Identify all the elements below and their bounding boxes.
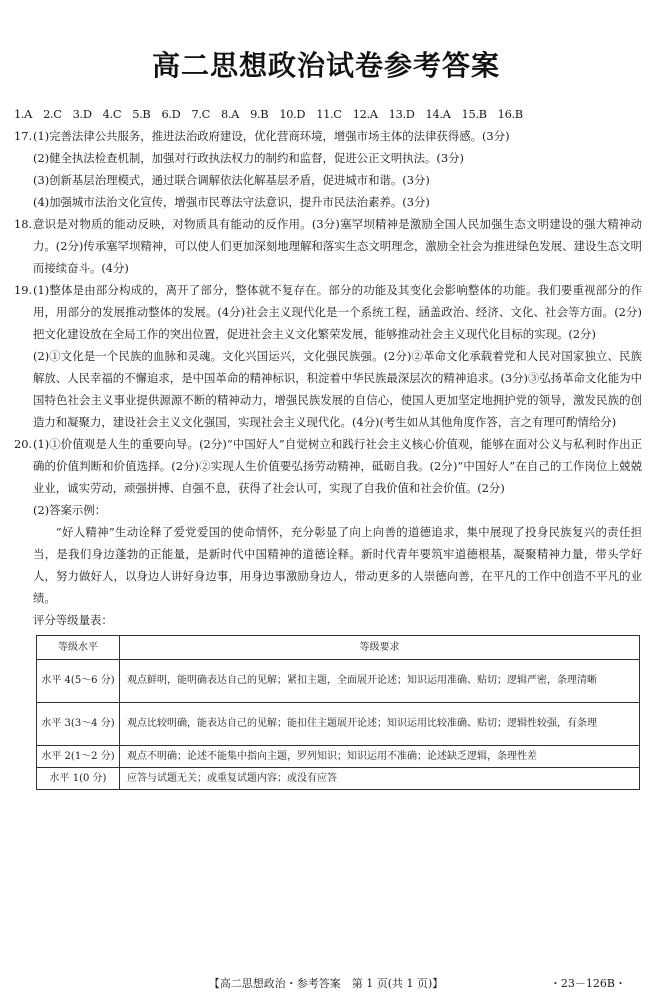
answer-line: (1)完善法律公共服务，推进法治政府建设，优化营商环境，增强市场主体的法律获得感。(3分) [33, 129, 510, 143]
level-cell: 水平 3(3～4 分) [37, 703, 120, 746]
question-number: 18. [14, 217, 33, 231]
answer-content [14, 103, 642, 790]
footer-page-info: 【高二思想政治・参考答案 第 1 页(共 1 页)】 [208, 977, 444, 990]
footer-exam-code: ・23－126B・ [549, 977, 626, 990]
question-18 [14, 213, 642, 279]
question-17 [14, 125, 642, 213]
column-header-level: 等级水平 [37, 636, 120, 660]
answer-paragraph: (1)①价值观是人生的重要向导。(2分)“中国好人”自觉树立和践行社会主义核心价值观，能够在面对公义与私利时作出正确的价值判断和价值选择。(2分)②实现人生价值要弘扬劳动精神，砥砺自我。(2分)“中国好人”在自己的工作岗位上兢兢业业，诚实劳动，顽强拼搏、自强不息，获得了社会认可，实现了自我价值和社会价值。(2分) [33, 437, 642, 495]
question-19 [14, 279, 642, 433]
table-row [37, 660, 640, 703]
question-number: 20. [14, 437, 33, 451]
requirement-cell: 应答与试题无关；或重复试题内容；或没有应答 [120, 768, 640, 790]
multiple-choice-answers: 1.A 2.C 3.D 4.C 5.B 6.D 7.C 8.A 9.B 10.D 11.C 12.A 13.D 14.A 15.B 16.B [14, 107, 523, 121]
level-cell: 水平 2(1～2 分) [37, 746, 120, 768]
level-cell: 水平 1(0 分) [37, 768, 120, 790]
answer-paragraph: (1)整体是由部分构成的，离开了部分，整体就不复存在。部分的功能及其变化会影响整体的功能。我们要重视部分的作用，用部分的发展推动整体的发展。(4分)社会主义现代化是一个系统工程，涵盖政治、经济、文化、社会等方面。(2分)把文化建设放在全局工作的突出位置，促进社会主义文化繁荣发展，能够推动社会主义现代化目标的实现。(2分) [33, 283, 642, 341]
answer-line: (4)加强城市法治文化宣传，增强市民尊法守法意识，提升市民法治素养。(3分) [33, 195, 430, 209]
level-cell: 水平 4(5～6 分) [37, 660, 120, 703]
answer-paragraph: (2)答案示例： [33, 503, 107, 517]
question-20 [14, 433, 642, 631]
scoring-rubric-table [36, 635, 640, 790]
page-title: 高二思想政治试卷参考答案 [151, 49, 500, 82]
table-row [37, 768, 640, 790]
column-header-requirement: 等级要求 [120, 636, 640, 660]
answer-line: (3)创新基层治理模式，通过联合调解依法化解基层矛盾，促进城市和谐。(3分) [33, 173, 430, 187]
requirement-cell: 观点不明确；论述不能集中指向主题，罗列知识；知识运用不准确；论述缺乏逻辑，条理性差 [120, 746, 640, 768]
requirement-cell: 观点比较明确，能表达自己的见解；能扣住主题展开论述；知识运用比较准确、贴切；逻辑性较强，有条理 [120, 703, 640, 746]
table-header-row [37, 636, 640, 660]
page-footer [0, 974, 652, 994]
sample-answer-paragraph: “好人精神”生动诠释了爱党爱国的使命情怀，充分彰显了向上向善的道德追求，集中展现了投身民族复兴的责任担当，是我们身边蓬勃的正能量，是新时代中国精神的道德诠释。新时代青年要筑牢道德根基，凝聚精神力量，带头学好人，努力做好人，以身边人讲好身边事，用身边事激励身边人，带动更多的人崇德向善，在平凡的工作中创造不平凡的业绩。 [33, 525, 642, 605]
table-row [37, 703, 640, 746]
rubric-title: 评分等级量表： [33, 613, 113, 627]
question-number: 17. [14, 129, 33, 143]
answer-paragraph: 意识是对物质的能动反映，对物质具有能动的反作用。(3分)塞罕坝精神是激励全国人民加强生态文明建设的强大精神动力。(2分)传承塞罕坝精神，可以使人们更加深刻地理解和落实生态文明理念，激励全社会为推进绿色发展、建设生态文明而接续奋斗。(4分) [33, 217, 642, 275]
answer-line: (2)健全执法检查机制，加强对行政执法权力的制约和监督，促进公正文明执法。(3分) [33, 151, 464, 165]
question-number: 19. [14, 283, 33, 297]
table-row [37, 746, 640, 768]
answer-paragraph: (2)①文化是一个民族的血脉和灵魂。文化兴国运兴，文化强民族强。(2分)②革命文化承载着党和人民对国家独立、民族解放、人民幸福的不懈追求，是中国革命的精神标识，积淀着中华民族最深层次的精神追求。(3分)③弘扬革命文化能为中国特色社会主义事业提供源源不断的精神动力，增强民族发展的自信心，使国人更加坚定地拥护党的领导，激发民族的创造力和凝聚力，建设社会主义文化强国，实现社会主义现代化。(4分)(考生如从其他角度作答，言之有理可酌情给分) [33, 349, 642, 429]
requirement-cell: 观点鲜明，能明确表达自己的见解；紧扣主题，全面展开论述；知识运用准确、贴切；逻辑严密，条理清晰 [120, 660, 640, 703]
